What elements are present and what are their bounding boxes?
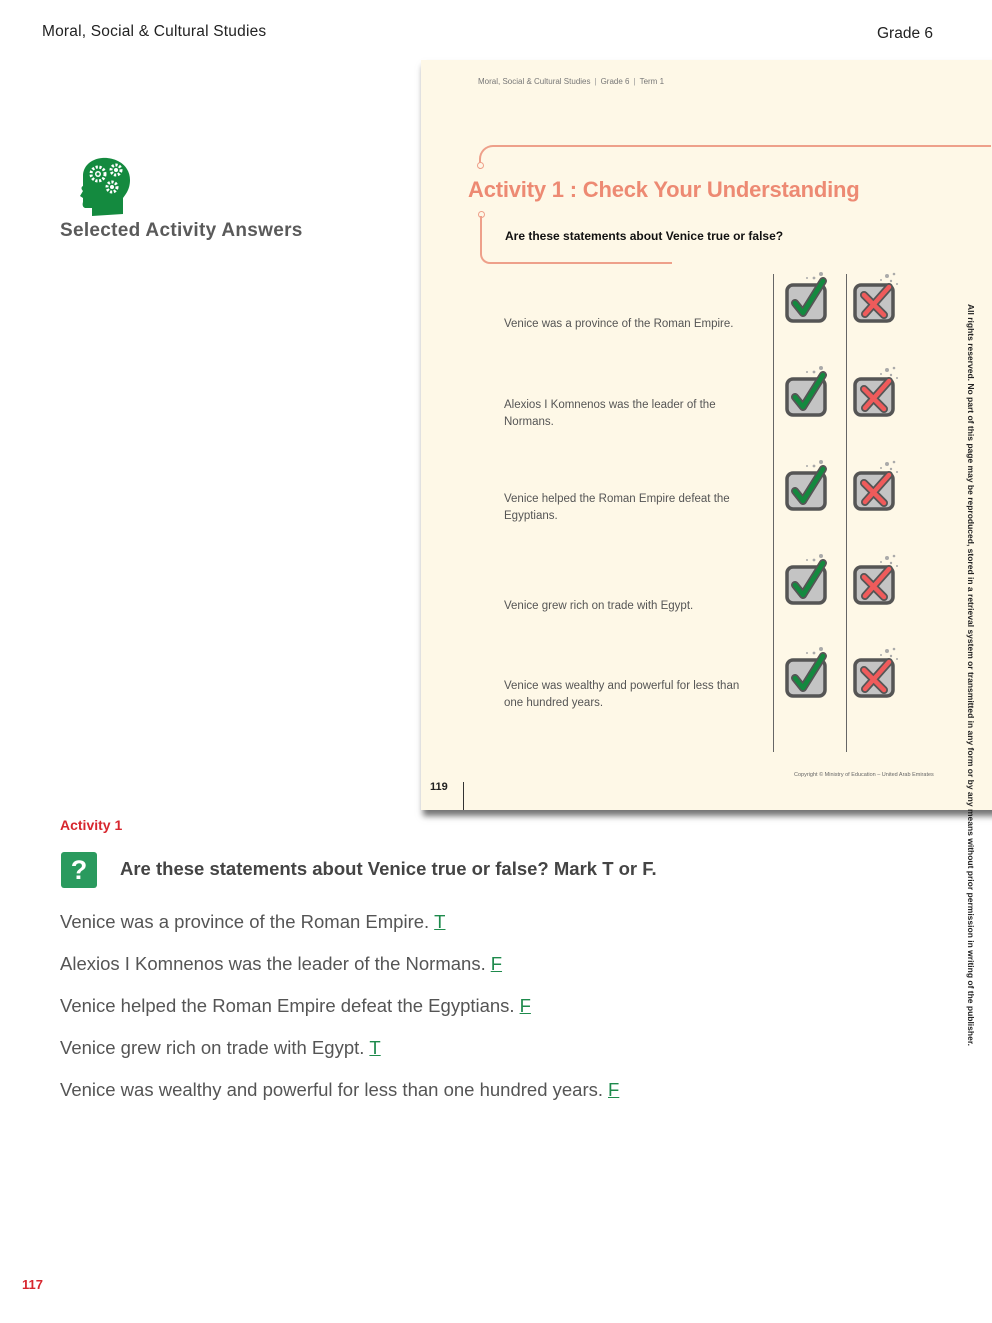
true-checkbox-icon[interactable] [783,457,833,513]
statement-row [421,282,981,376]
answer-mark: F [490,953,503,974]
answer-line [60,953,502,975]
statement-row [421,376,981,470]
answer-mark: T [369,1037,381,1058]
question-mark-icon: ? [61,852,97,888]
embedded-breadcrumb: Moral, Social & Cultural Studies | Grade 6 | Term 1 [478,77,665,86]
true-checkbox-icon[interactable] [783,551,833,607]
false-checkbox-icon[interactable] [851,269,901,325]
breadcrumb-grade: Grade 6 [600,77,630,86]
embedded-question: Are these statements about Venice true or false? [505,229,784,243]
answer-statement: Venice helped the Roman Empire defeat the Egyptians. [60,995,515,1016]
statement-text: Venice helped the Roman Empire defeat the Egyptians. [504,493,730,522]
statement-text: Venice grew rich on trade with Egypt. [504,600,694,612]
embedded-activity-title: Activity 1 : Check Your Understanding [468,177,860,202]
statement-row [421,470,981,564]
false-checkbox-icon[interactable] [851,644,901,700]
grade-header: Grade 6 [877,25,934,42]
true-checkbox-icon[interactable] [783,644,833,700]
brain-gears-icon [78,156,132,218]
rights-notice: All rights reserved. No part of this page may be reproduced, stored in a retrieval system or transmitted in any form or by any means without prior permission in writing of the publisher. [966,304,976,1047]
answer-line [60,1079,619,1101]
answer-line [60,1037,381,1059]
statement-text: Alexios I Komnenos was the leader of the Normans. [504,399,716,428]
page-number-divider [463,782,464,810]
false-checkbox-icon[interactable] [851,363,901,419]
false-checkbox-icon[interactable] [851,457,901,513]
statement-text: Venice was a province of the Roman Empire. [504,318,734,330]
statement-row [421,657,981,751]
answer-statement: Venice was wealthy and powerful for less than one hundred years. [60,1079,603,1100]
breadcrumb-subject: Moral, Social & Cultural Studies [478,77,591,86]
answer-line [60,911,445,933]
answer-statement: Alexios I Komnenos was the leader of the Normans. [60,953,486,974]
embedded-textbook-page [421,60,992,810]
answer-mark: F [608,1079,620,1100]
title-decoration-top [479,145,991,169]
answer-mark: F [519,995,531,1016]
answer-line [60,995,531,1017]
breadcrumb-term: Term 1 [639,77,665,86]
embedded-copyright: Copyright © Ministry of Education – United Arab Emirates [794,772,934,778]
embedded-page-number: 119 [430,781,448,793]
true-checkbox-icon[interactable] [783,269,833,325]
statement-text: Venice was wealthy and powerful for less than one hundred years. [504,680,740,709]
answer-mark: T [434,911,446,932]
page-number: 117 [22,1277,43,1292]
true-checkbox-icon[interactable] [783,363,833,419]
false-checkbox-icon[interactable] [851,551,901,607]
answer-statement: Venice was a province of the Roman Empire. [60,911,430,932]
activity-label: Activity 1 [60,817,123,833]
answer-statement: Venice grew rich on trade with Egypt. [60,1037,365,1058]
activity-question: Are these statements about Venice true or false? Mark T or F. [120,858,657,879]
decoration-dot [477,162,484,169]
section-title: Selected Activity Answers [60,220,303,241]
subject-header: Moral, Social & Cultural Studies [42,23,267,40]
